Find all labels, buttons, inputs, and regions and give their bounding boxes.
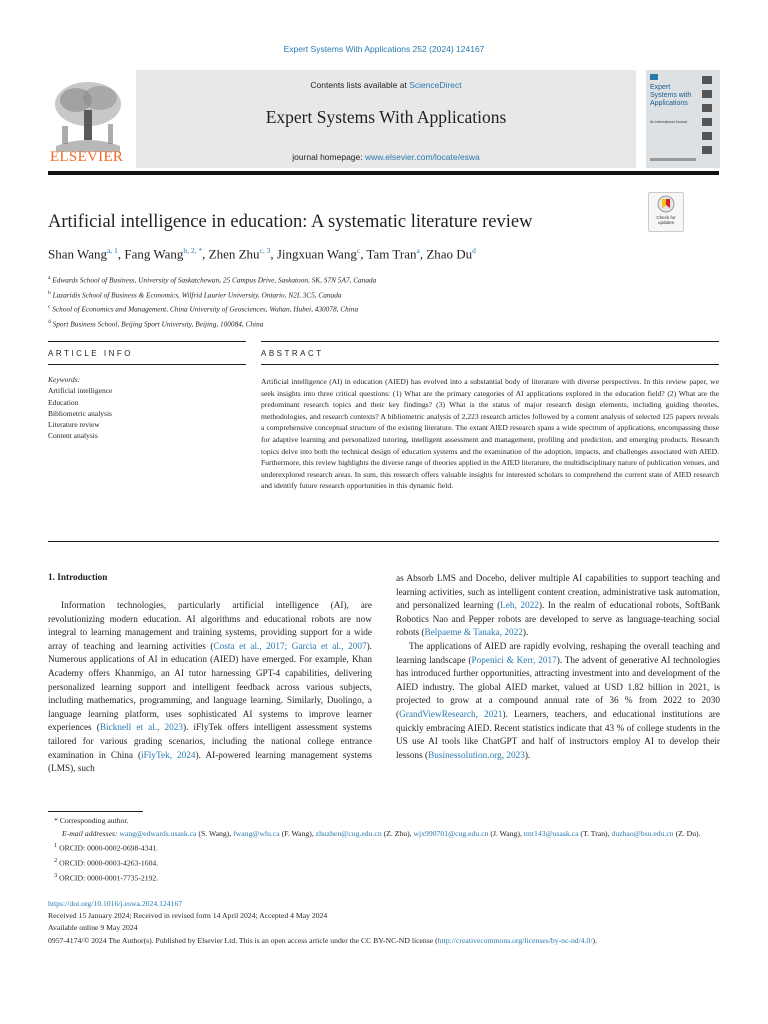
email-link[interactable]: duzhao@bsu.edu.cn <box>611 828 674 838</box>
citation-link[interactable]: Leh, 2022 <box>500 601 539 612</box>
affiliation-text: School of Economics and Management, China University of Geosciences, Wuhan, Hubei, 430078, China <box>52 304 359 314</box>
author-affiliation-marker[interactable]: c, 3 <box>259 246 271 255</box>
email-owner: (S. Wang), <box>196 828 234 838</box>
email-owner: (F. Wang), <box>279 828 316 838</box>
keyword-item: Content analysis <box>48 431 98 441</box>
body-left-column <box>48 600 372 777</box>
journal-citation-link[interactable]: Expert Systems With Applications 252 (2024) 124167 <box>283 44 485 54</box>
article-meta <box>48 898 720 947</box>
homepage-line <box>136 152 636 162</box>
homepage-prefix: journal homepage: <box>292 152 365 162</box>
affiliation-text: Sport Business School, Beijing Sport University, Beijing, 100084, China <box>52 319 264 329</box>
article-info-heading: ARTICLE INFO <box>48 349 133 358</box>
article-info-subrule <box>48 364 246 365</box>
keywords-list <box>48 385 112 441</box>
author-affiliation-marker[interactable]: a <box>416 246 420 255</box>
orcid-item <box>48 840 720 855</box>
abstract-text: Artificial intelligence (AI) in education (AIED) has evolved into a substantial body of literature with diverse perspectives. In this review paper, we seek insights into three critical questions: (1) What are the primary categories of AI applications explored in the education field? (2) What are the predominant research topics and their key findings? (3) What is the status of major research design elements, including guiding theories, methodologies, and research contexts? A bibliometric analysis of 2,223 research articles followed by a content analysis of selected 125 papers reveals a comprehensive conceptual structure of the existing literature. The extant AIED research spans a wide spectrum of applications, encompassing those for adaptive learning and personalized tutoring, intelligent assessment and management, profiling and prediction, and emerging products. Research topics delve into both the technical design of education systems and the examination of the adoption, impacts, and challenges associated with AIED. Furthermore, this review highlights the diverse range of theories applied in the AIED literature, the multidisciplinary nature of publication venues, and underexplored research areas. In sum, this research offers valuable insights for interested scholars to comprehend the current state of AIED research and identify future research opportunities in this dynamic field. <box>261 377 719 491</box>
email-owner: (Z. Du). <box>673 828 701 838</box>
intro-heading: 1. Introduction <box>48 573 108 583</box>
journal-banner <box>136 70 636 168</box>
journal-cover-thumbnail[interactable] <box>646 70 720 168</box>
paragraph-text: ). Learners, teachers, and educational institutions are quickly embracing AIED. Recent statistics indicate that 43 % of college students in the US use AI tools like ChatGPT and half of instructors employ AI to develop their lessons ( <box>396 709 720 761</box>
abstract-bottom-rule <box>48 541 719 542</box>
affiliation-text: Lazaridis School of Business & Economics, Wilfrid Laurier University, Ontario, N2L 3C5, Canada <box>52 290 342 300</box>
orcid-marker: 1 <box>54 842 58 849</box>
corresponding-author-note: * Corresponding author. <box>54 816 129 825</box>
author-affiliation-marker[interactable]: a, 1 <box>107 246 118 255</box>
keywords-block <box>48 374 112 442</box>
author-name: Tam Tran <box>366 246 417 262</box>
affiliation-key: b <box>48 289 51 296</box>
paragraph-text: ). iFlyTek offers intelligent assessment systems tailored for various grading scenarios, including the national college entrance examination in China ( <box>48 723 372 761</box>
author-list: Shan Wang$^{a, 1}$, Fang Wang$^{b, 2, *}$, Zhen Zhu$^{c, 3}$, Jingxuan Wang$^c$, Tam Tran$^a$, Zhao Du$^d$ <box>48 246 476 262</box>
cover-title: Expert Systems with Applications <box>650 84 692 107</box>
paragraph-text: ). Numerous applications of AI in education (AIED) have emerged. For example, Khan Academy offers Khanmigo, an AI tutor harnessing GPT-4 capabilities, delivering personalized learning support and intelligent feedback across various subjects, including mathematics, programming, and language learning. Similarly, Duolingo, a language learning platform, uses sophisticated AI systems to improve learner experiences ( <box>48 641 372 734</box>
email-owner: (J. Wang), <box>488 828 524 838</box>
contents-line <box>136 80 636 90</box>
orcid-text: ORCID: 0000-0003-4263-1604. <box>59 858 159 868</box>
intro-paragraph-1-continued <box>396 573 720 641</box>
email-addresses <box>48 828 720 841</box>
paragraph-text: ). <box>524 750 531 761</box>
intro-paragraph-1 <box>48 600 372 777</box>
affiliation-key: a <box>48 275 51 281</box>
keyword-item: Education <box>48 397 79 407</box>
paragraph-text: as Absorb LMS and Docebo, deliver multiple AI capabilities to support teaching and learning activities, such as intelligent content creation, administrative task automation, and personalized learning ( <box>396 574 720 612</box>
citation-link[interactable]: Popenici & Kerr, 2017 <box>471 655 557 666</box>
keyword-item: Bibliometric analysis <box>48 408 112 418</box>
author-affiliation-marker[interactable]: b, 2, * <box>183 246 203 255</box>
author-name: Shan Wang <box>48 246 108 262</box>
received-dates: Received 15 January 2024; Received in revised form 14 April 2024; Accepted 4 May 2024 <box>48 911 328 921</box>
email-link[interactable]: fwang@wlu.ca <box>233 828 280 838</box>
orcid-list <box>48 840 720 885</box>
journal-homepage-link[interactable]: www.elsevier.com/locate/eswa <box>364 152 480 162</box>
citation-link[interactable]: Bicknell et al., 2023 <box>99 723 184 734</box>
body-right-column <box>396 573 720 763</box>
sciencedirect-link[interactable]: ScienceDirect <box>409 80 462 90</box>
citation-link[interactable]: iFlyTek, 2024 <box>141 750 196 761</box>
email-owner: (T. Tran), <box>578 828 612 838</box>
paragraph-text: ). In the realm of educational robots, SoftBank Robotics Nao and Pepper robots are developed to serve as language-teaching social robots ( <box>396 601 720 639</box>
footnotes <box>48 815 720 885</box>
keyword-item: Literature review <box>48 420 100 430</box>
article-info-rule <box>48 341 246 342</box>
orcid-item <box>48 855 720 870</box>
license-suffix: ). <box>592 935 597 945</box>
keywords-label: Keywords: <box>48 375 81 384</box>
author-affiliation-marker[interactable]: d <box>472 246 476 255</box>
elsevier-wordmark: ELSEVIER <box>50 149 124 165</box>
author-name: Zhen Zhu <box>208 246 260 262</box>
affiliation-list <box>48 272 376 331</box>
email-link[interactable]: tmt143@usask.ca <box>523 828 579 838</box>
author-name: Jingxuan Wang <box>276 246 357 262</box>
keyword-item: Artificial intelligence <box>48 386 113 396</box>
affiliation-item <box>48 272 376 287</box>
available-online: Available online 9 May 2024 <box>48 923 138 933</box>
affiliation-key: c <box>48 304 51 311</box>
intro-paragraph-2 <box>396 641 720 763</box>
journal-header <box>48 70 719 174</box>
email-link[interactable]: zhuzhen@cug.edu.cn <box>315 828 382 838</box>
article-title: Artificial intelligence in education: A systematic literature review <box>48 212 533 232</box>
orcid-text: ORCID: 0000-0001-7735-2192. <box>59 873 159 883</box>
orcid-text: ORCID: 0000-0002-0698-4341. <box>59 843 159 853</box>
affiliation-item <box>48 301 376 316</box>
affiliation-text: Edwards School of Business, University of Saskatchewan, 25 Campus Drive, Saskatoon, SK, S7N 5A7, Canada <box>52 275 377 285</box>
author-name: Zhao Du <box>426 246 473 262</box>
check-for-updates-badge[interactable] <box>648 192 684 232</box>
license-link[interactable]: http://creativecommons.org/licenses/by-nc-nd/4.0/ <box>437 935 593 945</box>
orcid-item <box>48 870 720 885</box>
paragraph-text: ). The advent of generative AI technologies has introduced further opportunities, attracting investment into and development of the AIED industry. The global AIED market, valued at USD 1.82 billion in 2021, is projected to grow at a compound annual rate of 36 % from 2022 to 2030 ( <box>396 655 720 720</box>
header-divider <box>48 171 719 175</box>
crossmark-label: Check for updates <box>656 215 676 225</box>
contents-prefix: Contents lists available at <box>310 80 410 90</box>
affiliation-item <box>48 316 376 331</box>
email-link[interactable]: wang@edwards.usask.ca <box>119 828 197 838</box>
paragraph-text: ). AI-powered learning management systems (LMS), such <box>48 750 372 775</box>
citation-link[interactable]: Costa et al., 2017; Garcia et al., 2007 <box>213 641 367 652</box>
email-label: E-mail addresses: <box>62 828 118 838</box>
paragraph-text: The applications of AIED are rapidly evolving, reshaping the overall teaching and learning landscape ( <box>396 641 720 666</box>
abstract-rule <box>261 341 719 342</box>
author-name: Fang Wang <box>124 246 184 262</box>
email-owner: (Z. Zhu), <box>381 828 414 838</box>
citation-link[interactable]: GrandViewResearch, 2021 <box>399 709 503 720</box>
abstract-heading: ABSTRACT <box>261 349 324 358</box>
paragraph-text: Information technologies, particularly artificial intelligence (AI), are revolutionizing modern education. AI algorithms and educational robots are now integral to learning management and training systems, providing support for a wide array of teaching and learning activities ( <box>48 601 372 652</box>
affiliation-key: d <box>48 318 51 325</box>
license-line <box>48 935 720 947</box>
author-affiliation-marker[interactable]: c <box>356 246 361 255</box>
doi-link[interactable]: https://doi.org/10.1016/j.eswa.2024.124167 <box>48 899 183 908</box>
footnote-rule <box>48 811 143 812</box>
abstract-subrule <box>261 364 719 365</box>
orcid-marker: 3 <box>54 872 58 880</box>
license-text: 0957-4174/© 2024 The Author(s). Published by Elsevier Ltd. This is an open access article under the CC BY-NC-ND license ( <box>48 935 438 945</box>
citation-link[interactable]: Businessolution.org, 2023 <box>428 750 525 761</box>
affiliation-item <box>48 287 376 302</box>
orcid-marker: 2 <box>54 857 58 865</box>
cover-subtitle: An International Journal <box>650 120 687 124</box>
crossmark-icon <box>649 193 683 215</box>
citation-link[interactable]: Belpaeme & Tanaka, 2022 <box>424 628 523 639</box>
paragraph-text: ). <box>522 628 529 639</box>
journal-title: Expert Systems With Applications <box>265 107 507 127</box>
email-link[interactable]: wjx990701@cug.edu.cn <box>413 828 489 838</box>
